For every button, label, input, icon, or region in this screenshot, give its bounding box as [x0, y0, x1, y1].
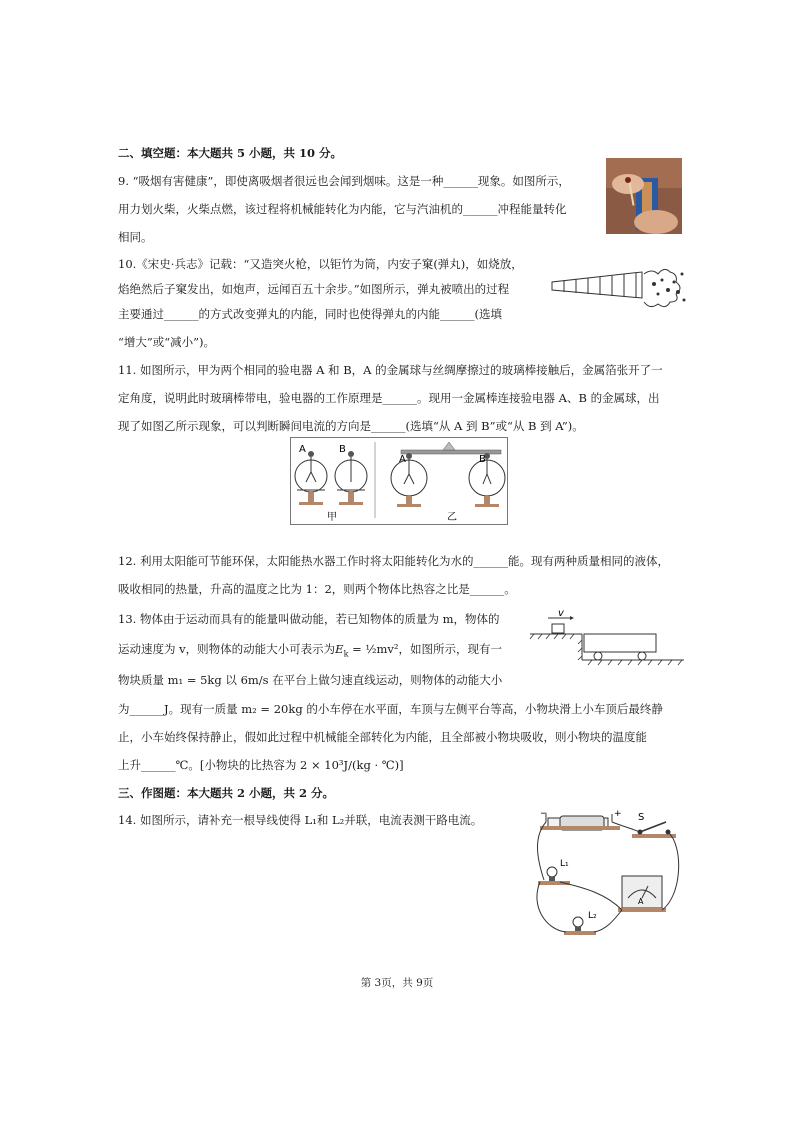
- battery: [540, 814, 620, 830]
- q13-line-2: [118, 643, 502, 659]
- q13-line-4: 为______J。现有一质量 m₂ = 20kg 的小车停在水平面，车顶与左侧平台等高，小物块滑上小车顶后最终静: [118, 702, 663, 716]
- ammeter-label: A: [638, 897, 644, 906]
- circuit-figure: [526, 806, 688, 950]
- fire-lance-illustration: [550, 264, 690, 312]
- velocity-label: v: [558, 608, 564, 619]
- switch-label: S: [638, 812, 645, 823]
- q14-line-1: 14. 如图所示，请补充一根导线使得 L₁和 L₂并联，电流表测干路电流。: [118, 813, 483, 827]
- match-striking-photo: [606, 158, 682, 234]
- battery-minus: −: [540, 809, 548, 819]
- label-yi: 乙: [447, 512, 457, 523]
- q12-line-2: 吸收相同的热量，升高的温度之比为 1：2，则两个物体比热容之比是______。: [118, 582, 516, 596]
- label-jia: 甲: [327, 512, 337, 523]
- q11-line-2: 定角度，说明此时玻璃棒带电，验电器的工作原理是______。现用一金属棒连接验电器 A、B 的金属球，出: [118, 391, 660, 405]
- q13-ek-symbol: E: [335, 642, 344, 656]
- q10-line-2: 焰绝然后子窠发出，如炮声，远闻百五十余步。”如图所示，弹丸被喷出的过程: [118, 282, 510, 296]
- lamp-l1-label: L₁: [560, 859, 569, 869]
- lamp-l2-label: L₂: [588, 911, 597, 921]
- section-3-heading: 三、作图题：本大题共 2 小题，共 2 分。: [118, 786, 335, 800]
- q13-line-3: 物块质量 m₁ = 5kg 以 6m/s 在平台上做匀速直线运动，则物体的动能大小: [118, 673, 503, 687]
- q13-line-1: 13. 物体由于运动而具有的能量叫做动能，若已知物体的质量为 m，物体的: [118, 612, 500, 626]
- switch: [632, 822, 676, 838]
- q9-line-2: 用力划火柴，火柴点燃，该过程将机械能转化为内能，它与汽油机的______冲程能量转化: [118, 202, 567, 216]
- q13-line-2c: = ½mv²，如图所示，现有一: [348, 642, 503, 656]
- q9-line-3: 相同。: [118, 230, 153, 244]
- electroscopes-figure: [290, 437, 508, 525]
- section-2-heading: 二、填空题：本大题共 5 小题，共 10 分。: [118, 146, 343, 160]
- q11-line-3: 现了如图乙所示现象，可以判断瞬间电流的方向是______(选填“从 A 到 B”或“从 B 到 A”)。: [118, 419, 584, 433]
- q13-line-6: 上升______℃。[小物块的比热容为 2 × 10³J/(kg · ℃)]: [118, 758, 404, 772]
- electroscope-b-jia: [335, 451, 367, 505]
- q9-line-1: 9. “吸烟有害健康”，即使离吸烟者很远也会闻到烟味。这是一种______现象。如图所示，: [118, 174, 570, 188]
- q13-line-2a: 运动速度为 v，则物体的动能大小可表示为: [118, 642, 336, 656]
- electroscope-a-jia: [295, 451, 327, 505]
- q10-line-4: “增大”或“减小”)。: [118, 335, 216, 349]
- electroscope-a-yi: [391, 453, 427, 507]
- q13-line-5: 止，小车始终保持静止，假如此过程中机械能全部转化为内能，且全部被小物块吸收，则小物块的温度能: [118, 730, 647, 744]
- q11-line-1: 11. 如图所示，甲为两个相同的验电器 A 和 B，A 的金属球与丝绸摩擦过的玻璃棒接触后，金属箔张开了一: [118, 363, 663, 377]
- label-a-jia: A: [299, 444, 306, 455]
- page-footer: 第 3页，共 9页: [360, 977, 434, 989]
- label-b-yi: B: [479, 454, 486, 465]
- label-a-yi: A: [399, 454, 406, 465]
- ammeter: [618, 876, 666, 912]
- electroscope-b-yi: [469, 453, 505, 507]
- cart-platform-figure: [526, 608, 686, 670]
- q12-line-1: 12. 利用太阳能可节能环保，太阳能热水器工作时将太阳能转化为水的______能。现有两种质量相同的液体，: [118, 554, 669, 568]
- battery-plus: +: [614, 809, 622, 819]
- label-b-jia: B: [339, 444, 346, 455]
- q10-line-3: 主要通过______的方式改变弹丸的内能，同时也使得弹丸的内能______(选填: [118, 307, 502, 321]
- q13-ek-subscript: k: [343, 649, 349, 659]
- q10-line-1: 10.《宋史·兵志》记载：“又造突火枪，以钜竹为筒，内安子窠(弹丸)，如烧放，: [118, 257, 523, 271]
